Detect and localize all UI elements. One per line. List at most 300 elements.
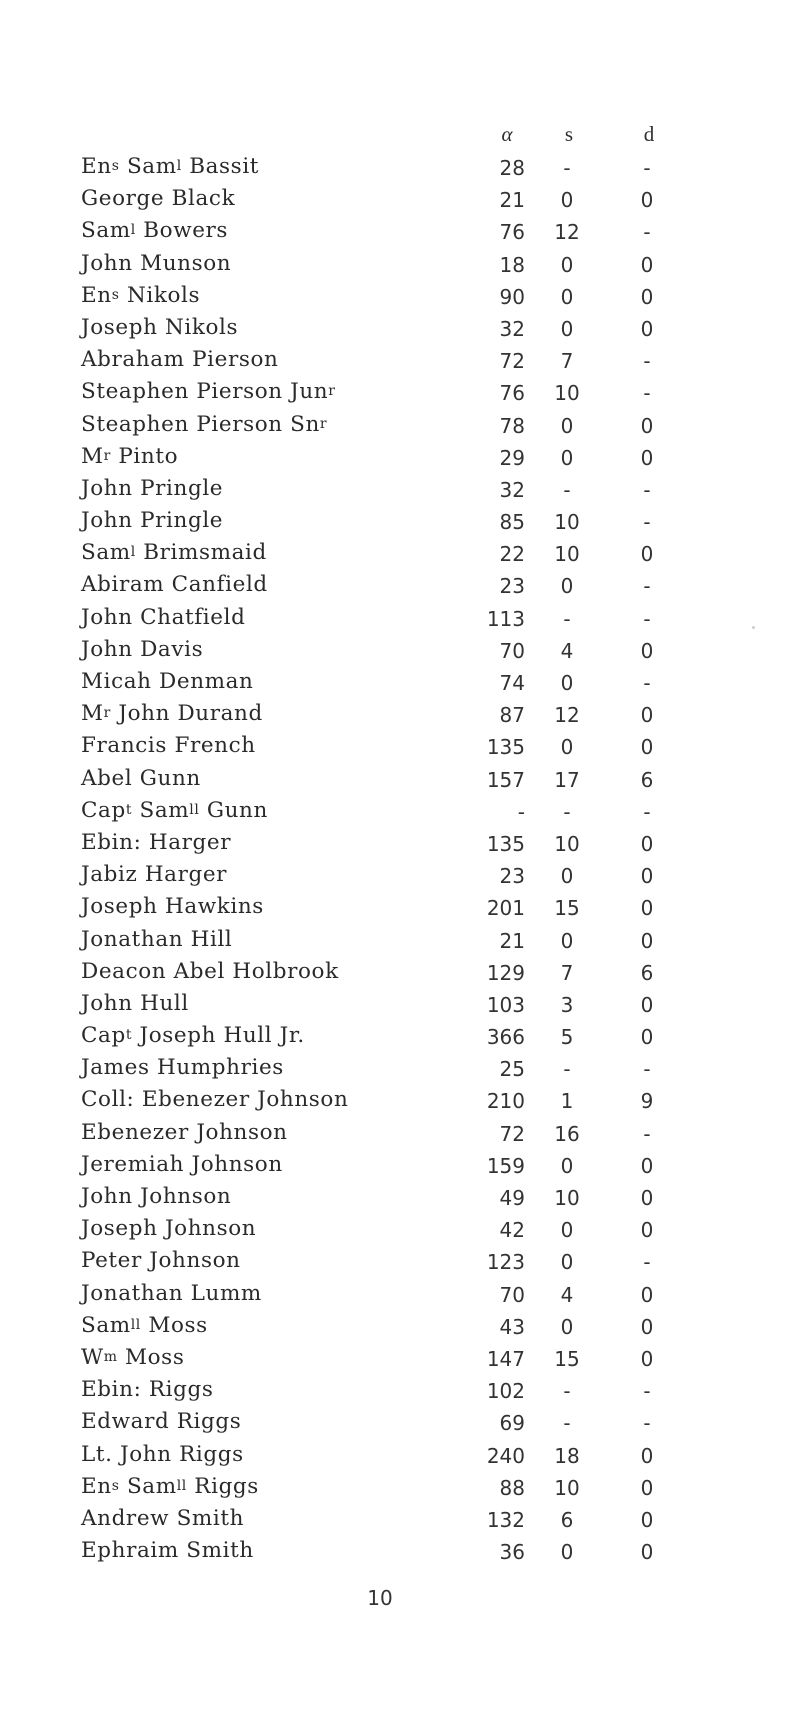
name-text: Francis French [81,733,256,759]
pence-value: 0 [640,1346,654,1371]
name-superscript: ll [189,801,200,818]
ledger-row [0,925,800,957]
shillings-value: - [563,799,571,824]
shillings-value: 4 [560,638,574,663]
column-header-row [0,122,800,152]
pence-value: 0 [640,1540,654,1565]
shillings-value: - [563,1411,571,1436]
ledger-row [0,474,800,506]
pounds-value: 78 [499,413,525,438]
pence-value: 0 [640,445,654,470]
pounds-value: 74 [499,671,525,695]
shillings-value: - [563,156,571,180]
name-text: Ebin: Harger [81,829,232,855]
shillings-value: - [563,1057,571,1082]
name-text: Moss [117,1344,185,1370]
ledger-row [0,152,800,184]
person-name [81,766,201,791]
pounds-value: 21 [499,928,525,953]
pence-value: 0 [640,316,654,341]
pence-value: 0 [640,1475,654,1500]
person-name [81,154,259,179]
person-name [81,1345,184,1370]
ledger-row [0,313,800,345]
name-text: Abiram Canfield [81,572,268,598]
ledger-row [0,281,800,313]
name-text: Sam [119,154,177,179]
pence-value: 0 [640,1443,654,1468]
ledger-row [0,1536,800,1568]
shillings-value: - [563,1379,571,1404]
pence-value: 0 [640,413,654,438]
pence-value: - [643,606,651,631]
name-text: W [81,1344,104,1370]
name-text: John Johnson [81,1184,232,1209]
shillings-value: 7 [560,349,574,374]
ledger-row [0,442,800,474]
name-text: John Chatfield [81,604,246,630]
name-text: James Humphries [81,1055,284,1081]
name-text: Abraham Pierson [81,347,279,373]
pence-value: - [643,1411,651,1436]
person-name [81,862,227,887]
pence-value: - [643,1379,651,1404]
pounds-value: 25 [499,1057,525,1082]
shillings-value: 6 [560,1507,574,1532]
ledger-row [0,1021,800,1053]
person-name [81,251,231,276]
shillings-value: 0 [560,735,574,760]
pence-value: - [643,349,651,374]
person-name [81,830,231,855]
shillings-value: 0 [560,1314,574,1339]
name-text: Riggs [186,1473,259,1499]
shillings-value: 4 [560,1282,574,1307]
name-text: En [81,154,112,179]
person-name [81,669,254,694]
ledger-row [0,184,800,216]
person-name [81,1506,244,1531]
pounds-value: 69 [499,1411,525,1436]
name-superscript: ll [176,1477,187,1494]
header-pence: d [643,122,655,146]
name-text: John Munson [81,250,232,276]
shillings-value: 0 [560,671,574,695]
name-superscript: s [111,1477,120,1494]
person-name [81,444,178,469]
pounds-value: 76 [499,220,525,245]
ledger-row [0,249,800,281]
pence-value: 0 [640,735,654,760]
ledger-row [0,1311,800,1343]
ledger-row [0,860,800,892]
name-text: Peter Johnson [81,1248,241,1274]
name-text: En [81,1473,112,1499]
ledger-row [0,1407,800,1439]
pounds-value: 159 [486,1153,525,1178]
name-text: Cap [81,1023,126,1049]
pence-value: 0 [640,992,654,1017]
shillings-value: 7 [560,960,574,985]
pounds-value: 132 [486,1507,525,1532]
pounds-value: 157 [486,767,525,792]
shillings-value: 16 [554,1121,580,1146]
pounds-value: 147 [486,1346,525,1371]
pence-value: - [643,799,651,824]
name-text: Jonathan Lumm [81,1280,262,1306]
name-text: Andrew Smith [81,1505,245,1531]
pounds-value: 102 [486,1379,525,1404]
name-text: Deacon Abel Holbrook [81,958,339,984]
name-superscript: r [103,705,111,722]
person-name [81,1248,241,1273]
ledger-row [0,1440,800,1472]
ledger-row [0,1118,800,1150]
name-text: Steaphen Pierson Jun [81,379,329,405]
name-superscript: r [319,415,328,432]
pence-value: 0 [640,1153,654,1178]
pence-value: 0 [640,252,654,277]
shillings-value: 10 [554,381,580,406]
name-text: Pinto [110,443,179,469]
name-superscript: r [328,383,336,400]
shillings-value: 10 [554,542,580,567]
name-text: John Hull [81,990,189,1016]
person-name [81,1442,244,1467]
name-text: Sam [119,1473,177,1499]
person-name [81,798,268,823]
name-superscript: s [111,286,120,303]
ledger-row [0,345,800,377]
ledger-row [0,538,800,570]
name-text: Joseph Hull Jr. [132,1023,305,1049]
ledger-row [0,1343,800,1375]
ledger-row [0,1053,800,1085]
shillings-value: 0 [560,445,574,470]
pence-value: 0 [640,1218,654,1243]
ledger-row [0,410,800,442]
pounds-value: 22 [499,542,525,567]
name-text: Nikols [119,282,201,308]
pence-value: 0 [640,1025,654,1050]
name-superscript: t [125,801,133,818]
pounds-value: 29 [499,445,525,470]
name-text: Gunn [199,797,268,823]
ledger-row [0,699,800,731]
pence-value: 0 [640,1314,654,1339]
pence-value: 0 [640,542,654,567]
shillings-value: 0 [560,188,574,213]
name-text: Brimsmaid [135,540,267,566]
ledger-row [0,1214,800,1246]
shillings-value: 0 [560,316,574,341]
pounds-value: 70 [499,1282,525,1307]
name-text: John Durand [110,701,263,727]
person-name [81,572,268,597]
ledger-row [0,1504,800,1536]
person-name [81,605,245,630]
pence-value: - [643,477,651,502]
person-name [81,508,223,533]
pounds-value: 135 [486,735,525,760]
pounds-value: 23 [499,864,525,889]
name-text: Bassit [181,154,260,179]
ledger-row [0,216,800,248]
shillings-value: 0 [560,1250,574,1275]
pounds-value: 90 [499,284,525,309]
person-name [81,412,327,437]
pounds-value: 88 [499,1475,525,1500]
person-name [81,476,223,501]
pence-value: 0 [640,896,654,921]
person-name [81,1120,288,1145]
pounds-value: 123 [486,1250,525,1275]
pounds-value: 103 [486,992,525,1017]
pounds-value: 366 [486,1025,525,1050]
person-name [81,701,263,726]
shillings-value: 15 [554,1346,580,1371]
pence-value: 0 [640,1507,654,1532]
ledger-row [0,506,800,538]
shillings-value: 10 [554,1186,580,1210]
name-text: Lt. John Riggs [81,1441,244,1467]
name-superscript: r [103,447,111,464]
pounds-value: 85 [499,510,525,535]
pence-value: - [643,1121,651,1146]
name-text: Sam [81,540,131,566]
shillings-value: 0 [560,864,574,889]
pence-value: - [643,671,651,695]
pounds-value: 201 [486,896,525,921]
name-text: Joseph Hawkins [81,894,264,920]
pounds-value: 23 [499,574,525,599]
name-text: Ephraim Smith [81,1538,254,1564]
shillings-value: 0 [560,1540,574,1565]
pounds-value: 87 [499,703,525,728]
pence-value: 0 [640,831,654,856]
pence-value: - [643,381,651,406]
name-text: Edward Riggs [81,1409,242,1435]
ledger-row [0,1375,800,1407]
ledger-row [0,1472,800,1504]
ledger-row [0,989,800,1021]
name-text: Ebenezer Johnson [81,1119,288,1145]
shillings-value: 12 [554,220,580,245]
shillings-value: 0 [560,574,574,599]
name-text: Joseph Johnson [81,1216,257,1242]
ledger-row [0,892,800,924]
person-name [81,927,232,952]
pence-value: 0 [640,703,654,728]
name-text: Joseph Nikols [81,314,239,340]
name-text: John Pringle [81,475,224,501]
pounds-value: 240 [486,1443,525,1468]
ledger-row [0,1085,800,1117]
shillings-value: 1 [560,1089,574,1114]
person-name [81,1184,231,1209]
person-name [81,379,336,404]
name-text: Sam [81,1312,131,1338]
name-superscript: l [130,544,136,561]
page-speck [752,626,755,629]
ledger-row [0,1182,800,1214]
shillings-value: - [563,606,571,631]
shillings-value: 17 [554,767,580,792]
person-name [81,1313,208,1338]
pounds-value: 72 [499,1121,525,1146]
pounds-value: 43 [499,1314,525,1339]
ledger-row [0,796,800,828]
pence-value: 0 [640,864,654,889]
pounds-value: 28 [499,156,525,180]
pounds-value: 49 [499,1186,525,1210]
shillings-value: 10 [554,510,580,535]
name-text: Sam [81,218,131,244]
ledger-table [0,152,800,1568]
page-number: 10 [367,1586,393,1610]
shillings-value: 0 [560,1153,574,1178]
pence-value: 0 [640,188,654,213]
pence-value: - [643,220,651,245]
shillings-value: 0 [560,252,574,277]
name-text: John Pringle [81,508,224,534]
shillings-value: 0 [560,1218,574,1243]
header-shillings: s [564,122,574,146]
shillings-value: 3 [560,992,574,1017]
person-name [81,1087,348,1112]
shillings-value: 0 [560,413,574,438]
person-name [81,186,235,211]
ledger-row [0,1279,800,1311]
name-text: Steaphen Pierson Sn [81,411,320,437]
ledger-row [0,1150,800,1182]
person-name [81,1474,259,1499]
pounds-value: - [517,799,525,824]
name-text: Coll: Ebenezer Johnson [81,1087,349,1113]
person-name [81,283,200,308]
name-text: Jabiz Harger [81,862,228,888]
person-name [81,637,203,662]
person-name [81,1152,283,1177]
ledger-row [0,1246,800,1278]
person-name [81,1216,256,1241]
header-pounds: α [501,122,513,146]
pence-value: 0 [640,1186,654,1210]
person-name [81,1538,254,1563]
name-text: Bowers [135,218,229,244]
name-text: George Black [81,186,236,212]
pence-value: 0 [640,638,654,663]
pounds-value: 36 [499,1540,525,1565]
person-name [81,959,339,984]
name-text: Ebin: Riggs [81,1377,214,1403]
ledger-row [0,828,800,860]
pounds-value: 21 [499,188,525,213]
name-text: M [81,443,104,469]
name-superscript: l [130,222,136,239]
pounds-value: 32 [499,477,525,502]
person-name [81,1055,284,1080]
pence-value: - [643,1250,651,1275]
name-text: Abel Gunn [81,765,201,791]
pounds-value: 113 [486,606,525,631]
shillings-value: 0 [560,284,574,309]
pounds-value: 210 [486,1089,525,1114]
shillings-value: 15 [554,896,580,921]
ledger-row [0,603,800,635]
pence-value: 6 [640,960,654,985]
pounds-value: 72 [499,349,525,374]
name-text: Micah Denman [81,669,254,694]
person-name [81,1023,305,1048]
ledger-row [0,377,800,409]
name-superscript: m [103,1348,118,1365]
name-text: M [81,701,104,727]
person-name [81,1409,241,1434]
shillings-value: 5 [560,1025,574,1050]
pounds-value: 42 [499,1218,525,1243]
pence-value: - [643,1057,651,1082]
pence-value: 0 [640,1282,654,1307]
shillings-value: 18 [554,1443,580,1468]
ledger-row [0,957,800,989]
name-text: Cap [81,797,126,823]
name-text: Jonathan Hill [81,926,233,952]
pounds-value: 32 [499,316,525,341]
pence-value: - [643,574,651,599]
person-name [81,991,189,1016]
pence-value: - [643,510,651,535]
person-name [81,1377,213,1402]
person-name [81,315,238,340]
ledger-row [0,570,800,602]
shillings-value: - [563,477,571,502]
name-text: John Davis [81,636,204,662]
shillings-value: 0 [560,928,574,953]
shillings-value: 12 [554,703,580,728]
pence-value: 0 [640,284,654,309]
pence-value: - [643,156,651,180]
shillings-value: 10 [554,831,580,856]
name-text: Jeremiah Johnson [81,1151,283,1177]
name-text: En [81,282,112,308]
pounds-value: 70 [499,638,525,663]
name-text: Moss [140,1312,208,1338]
person-name [81,894,264,919]
person-name [81,733,256,758]
name-superscript: s [111,158,120,174]
name-superscript: t [125,1027,133,1044]
pounds-value: 135 [486,831,525,856]
person-name [81,347,278,372]
person-name [81,1281,262,1306]
name-superscript: l [176,158,182,174]
name-superscript: ll [130,1316,141,1333]
ledger-row [0,731,800,763]
ledger-row [0,764,800,796]
pounds-value: 129 [486,960,525,985]
pounds-value: 76 [499,381,525,406]
ledger-row [0,635,800,667]
pounds-value: 18 [499,252,525,277]
shillings-value: 10 [554,1475,580,1500]
person-name [81,540,267,565]
pence-value: 6 [640,767,654,792]
ledger-row [0,667,800,699]
person-name [81,218,228,243]
name-text: Sam [132,797,190,823]
pence-value: 0 [640,928,654,953]
